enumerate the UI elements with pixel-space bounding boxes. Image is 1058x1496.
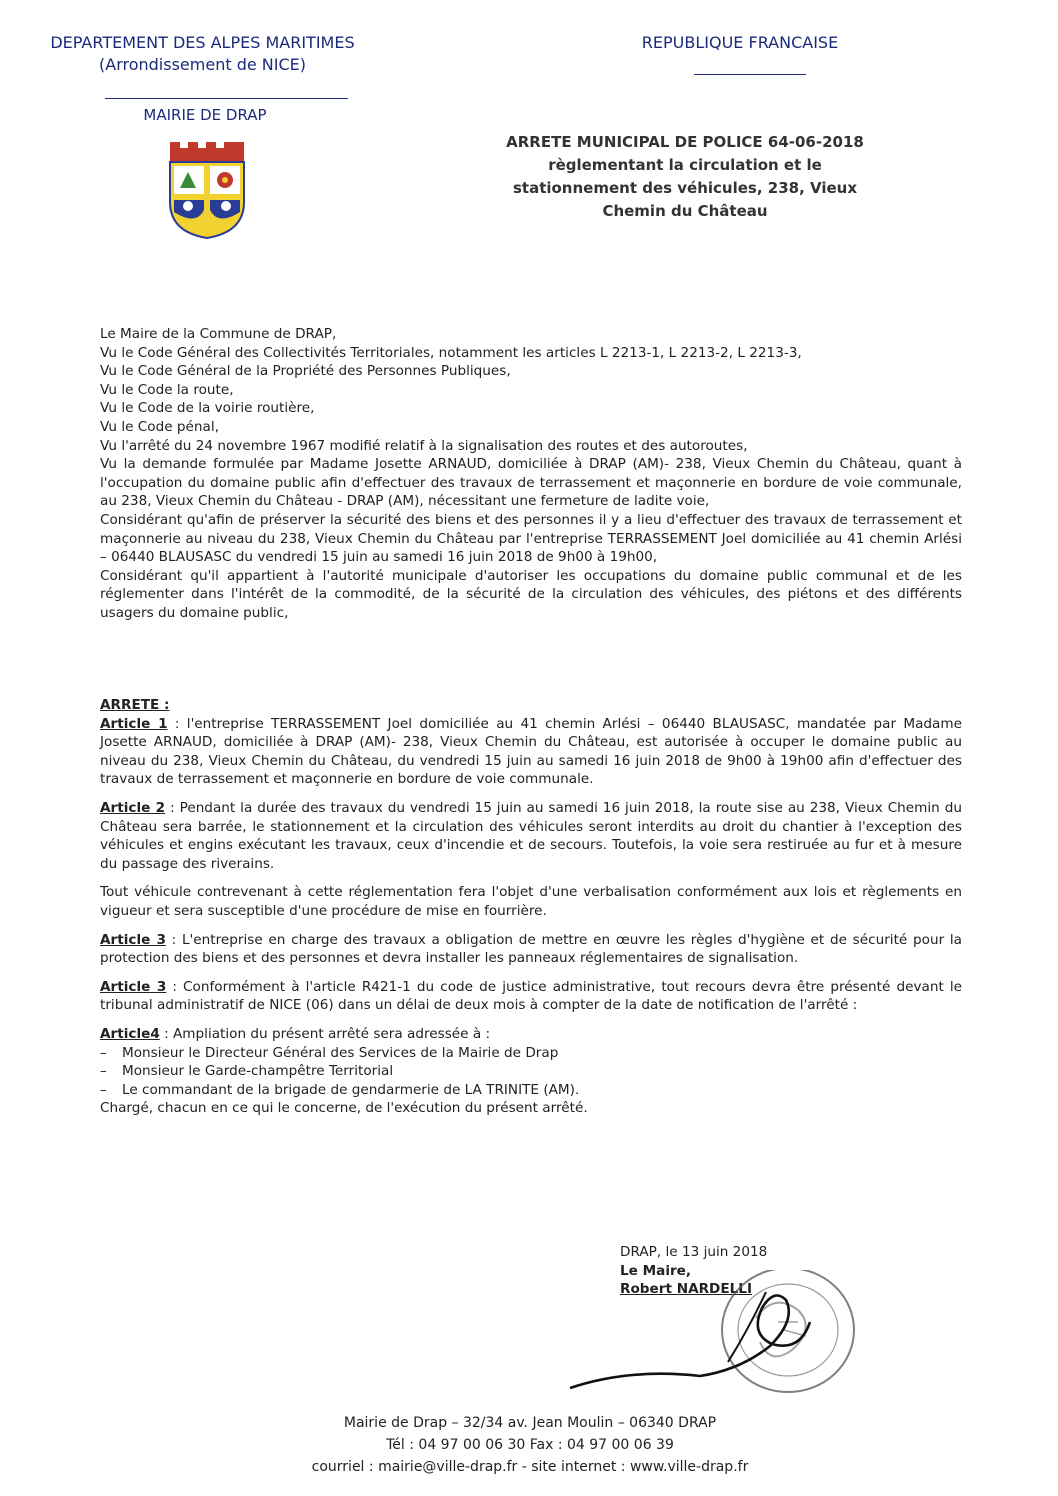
recipient-item: – Le commandant de la brigade de gendarmerie de LA TRINITE (AM). (100, 1081, 580, 1098)
title-line-2: règlementant la circulation et le (548, 156, 822, 174)
consideration-arrete-1967: Vu l'arrêté du 24 novembre 1967 modifié relatif à la signalisation des routes et des autoroutes, (100, 437, 748, 454)
considerations-block (100, 325, 962, 623)
consideration-cgppp: Vu le Code Général de la Propriété des Personnes Publiques, (100, 363, 511, 380)
title-line-4: Chemin du Château (602, 202, 768, 220)
consideration-autorite: Considérant qu'il appartient à l'autorité municipale d'autoriser les occupations du domaine public communal et de les réglementer dans l'intérêt de la commodité, de la sécurité de la circulation des véhicules, des piétons et des différents usagers du domaine public, (100, 567, 962, 621)
article-3b-label: Article 3 (100, 978, 167, 995)
recipient-text: Monsieur le Garde-champêtre Territorial (122, 1063, 394, 1080)
signature-place-date: DRAP, le 13 juin 2018 (620, 1244, 768, 1260)
article-3b (100, 978, 962, 1015)
consideration-code-voirie: Vu le Code de la voirie routière, (100, 400, 315, 417)
article-1-label: Article 1 (100, 715, 168, 732)
stamp-and-signature-icon (560, 1270, 890, 1410)
article-1-text: : l'entreprise TERRASSEMENT Joel domiciliée au 41 chemin Arlési – 06440 BLAUSASC, mandatée par Madame Josette ARNAUD, domiciliée à DRAP (AM)- 238, Vieux Chemin du Château, est autorisée à occuper le domaine public au niveau du 238, Vieux Chemin du Château, du vendredi 15 juin au samedi 16 juin 2018 de 9h00 à 19h00 afin d'effectuer des travaux de terrassement et maçonnerie en bordure de voie communale. (100, 715, 962, 788)
consideration-cgct: Vu le Code Général des Collectivités Territoriales, notamment les articles L 2213-1, L 2213-2, L 2213-3, (100, 344, 802, 361)
footer-phone: Tél : 04 97 00 06 30 Fax : 04 97 00 06 39 (386, 1437, 674, 1453)
articles-block (100, 696, 962, 1118)
coat-of-arms-icon (166, 140, 248, 240)
recipient-item: – Monsieur le Garde-champêtre Territorial (100, 1063, 394, 1080)
signature-name: Robert NARDELLI (620, 1281, 753, 1297)
article-2-extra: Tout véhicule contrevenant à cette réglementation fera l'objet d'une verbalisation conformément aux lois et règlements en vigueur et sera susceptible d'une procédure de mise en fourrière. (100, 884, 962, 919)
article-4 (100, 1025, 962, 1044)
consideration-demande: Vu la demande formulée par Madame Josette ARNAUD, domiciliée à DRAP (AM)- 238, Vieux Chemin du Château, quant à l'occupation du domaine public afin d'effectuer des travaux de terrassement et maçonnerie en bordure de voie communale, au 238, Vieux Chemin du Château - DRAP (AM), nécessitant une fermeture de ladite voie, (100, 456, 962, 510)
consideration-securite: Considérant qu'afin de préserver la sécurité des biens et des personnes il y a lieu d'effectuer des travaux de terrassement et maçonnerie au niveau du 238, Vieux Chemin du Château par l'entreprise TERRASSEMENT Joel domiciliée au 41 chemin Arlési – 06440 BLAUSASC du vendredi 15 juin au samedi 16 juin 2018 de 9h00 à 19h00, (100, 511, 962, 566)
article-2 (100, 799, 962, 873)
arrondissement: (Arrondissement de NICE) (99, 55, 306, 74)
document-title (470, 131, 900, 223)
article-3-label: Article 3 (100, 931, 166, 948)
header-left-rule (105, 98, 348, 99)
footer-contact: courriel : mairie@ville-drap.fr - site internet : www.ville-drap.fr (311, 1459, 749, 1475)
signature-role: Le Maire, (620, 1262, 692, 1279)
arrete-label: ARRETE : (100, 697, 170, 713)
article-3b-text: : Conformément à l'article R421-1 du code de justice administrative, tout recours devra être présenté devant le tribunal administratif de NICE (06) dans un délai de deux mois à compter de la date de notification de l'arrêté : (100, 978, 963, 1014)
article-1 (100, 715, 962, 789)
recipient-text: Monsieur le Directeur Général des Services de la Mairie de Drap (122, 1044, 559, 1061)
department-header (30, 32, 375, 76)
consideration-code-penal: Vu le Code pénal, (100, 418, 219, 435)
article-2-text: : Pendant la durée des travaux du vendredi 15 juin au samedi 16 juin 2018, la route sise au 238, Vieux Chemin du Château sera barrée, le stationnement et la circulation des véhicules seront interdits au droit du chantier à l'exception des véhicules et engins exécutant les travaux, ceux d'incendie et de secours. Toutefois, la voie sera restiruée au fur et à mesure du passage des riverains. (100, 799, 962, 872)
article-4-label: Article4 (100, 1025, 160, 1042)
recipient-item: – Monsieur le Directeur Général des Services de la Mairie de Drap (100, 1044, 559, 1061)
article-3 (100, 931, 962, 968)
closing-text: Chargé, chacun en ce qui le concerne, de l'exécution du présent arrêté. (100, 1100, 588, 1117)
footer-address: Mairie de Drap – 32/34 av. Jean Moulin – 06340 DRAP (343, 1415, 717, 1431)
department-name: DEPARTEMENT DES ALPES MARITIMES (50, 33, 355, 52)
article-4-text: : Ampliation du présent arrêté sera adressée à : (159, 1025, 491, 1042)
title-line-1: ARRETE MUNICIPAL DE POLICE 64-06-2018 (506, 133, 864, 151)
consideration-code-route: Vu le Code la route, (100, 381, 234, 398)
title-line-3: stationnement des véhicules, 238, Vieux (512, 179, 858, 197)
consideration-mayor: Le Maire de la Commune de DRAP, (100, 326, 337, 342)
footer (230, 1412, 830, 1478)
article-3-text: : L'entreprise en charge des travaux a obligation de mettre en œuvre les règles d'hygiène et de sécurité pour la protection des biens et des personnes et devra installer les panneaux réglementaires de signalisation. (100, 931, 962, 967)
republic-header: REPUBLIQUE FRANCAISE (641, 33, 839, 52)
article-2-label: Article 2 (100, 799, 166, 816)
mairie-name: MAIRIE DE DRAP (143, 106, 267, 124)
header-right-rule (694, 74, 806, 75)
recipient-text: Le commandant de la brigade de gendarmerie de LA TRINITE (AM). (122, 1081, 580, 1098)
